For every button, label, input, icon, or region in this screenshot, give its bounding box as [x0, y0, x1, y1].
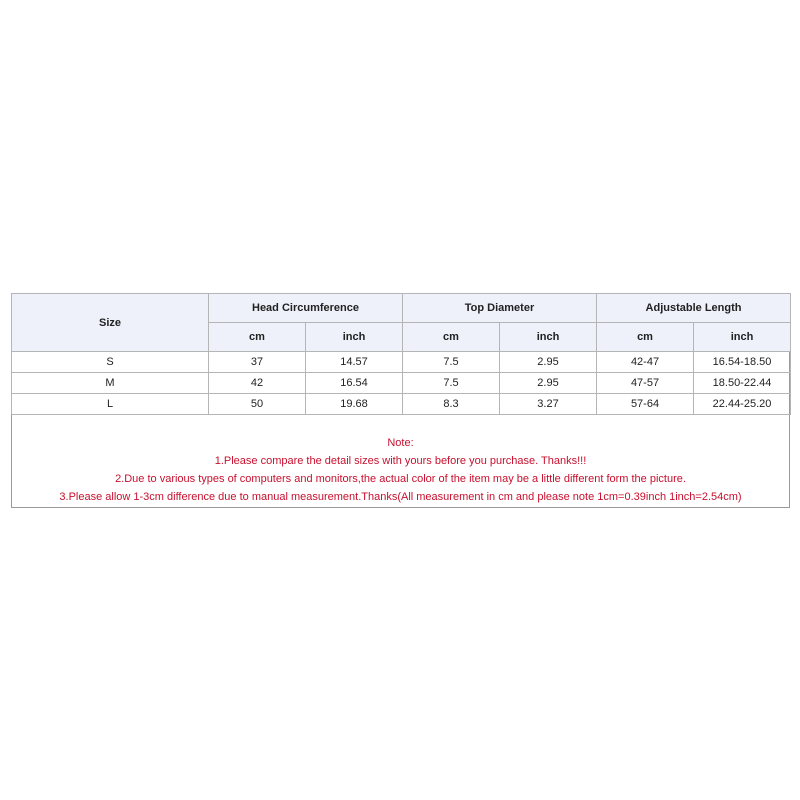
size-column-header: Size — [12, 294, 209, 352]
size-cell: S — [12, 352, 209, 373]
table-cell: 19.68 — [306, 394, 403, 415]
unit-header: cm — [209, 323, 306, 352]
note-title: Note: — [387, 437, 414, 449]
table-row — [12, 352, 791, 373]
table-cell: 16.54 — [306, 373, 403, 394]
table-cell: 8.3 — [403, 394, 500, 415]
unit-header: inch — [694, 323, 791, 352]
table-cell: 18.50-22.44 — [694, 373, 791, 394]
unit-header: inch — [306, 323, 403, 352]
table-cell: 47-57 — [597, 373, 694, 394]
table-cell: 37 — [209, 352, 306, 373]
unit-header: inch — [500, 323, 597, 352]
table-header-row — [12, 294, 791, 323]
table-cell: 16.54-18.50 — [694, 352, 791, 373]
adjustable-length-header: Adjustable Length — [597, 294, 791, 323]
table-cell: 3.27 — [500, 394, 597, 415]
note-block — [12, 434, 789, 506]
table-cell: 7.5 — [403, 373, 500, 394]
note-line: 1.Please compare the detail sizes with yours before you purchase. Thanks!!! — [214, 455, 587, 467]
table-cell: 50 — [209, 394, 306, 415]
note-line: 3.Please allow 1-3cm difference due to manual measurement.Thanks(All measurement in cm and please note 1cm=0.39inch 1inch=2.54cm) — [59, 491, 742, 503]
size-cell: M — [12, 373, 209, 394]
unit-header: cm — [597, 323, 694, 352]
table-cell: 42-47 — [597, 352, 694, 373]
head-circumference-header: Head Circumference — [209, 294, 403, 323]
unit-header: cm — [403, 323, 500, 352]
size-cell: L — [12, 394, 209, 415]
table-row — [12, 394, 791, 415]
size-chart — [11, 293, 790, 508]
table-row — [12, 373, 791, 394]
table-cell: 42 — [209, 373, 306, 394]
table-cell: 14.57 — [306, 352, 403, 373]
top-diameter-header: Top Diameter — [403, 294, 597, 323]
size-table — [11, 293, 791, 415]
note-line: 2.Due to various types of computers and monitors,the actual color of the item may be a little different form the picture. — [115, 473, 686, 485]
table-cell: 57-64 — [597, 394, 694, 415]
table-cell: 2.95 — [500, 352, 597, 373]
table-cell: 7.5 — [403, 352, 500, 373]
table-cell: 22.44-25.20 — [694, 394, 791, 415]
table-cell: 2.95 — [500, 373, 597, 394]
